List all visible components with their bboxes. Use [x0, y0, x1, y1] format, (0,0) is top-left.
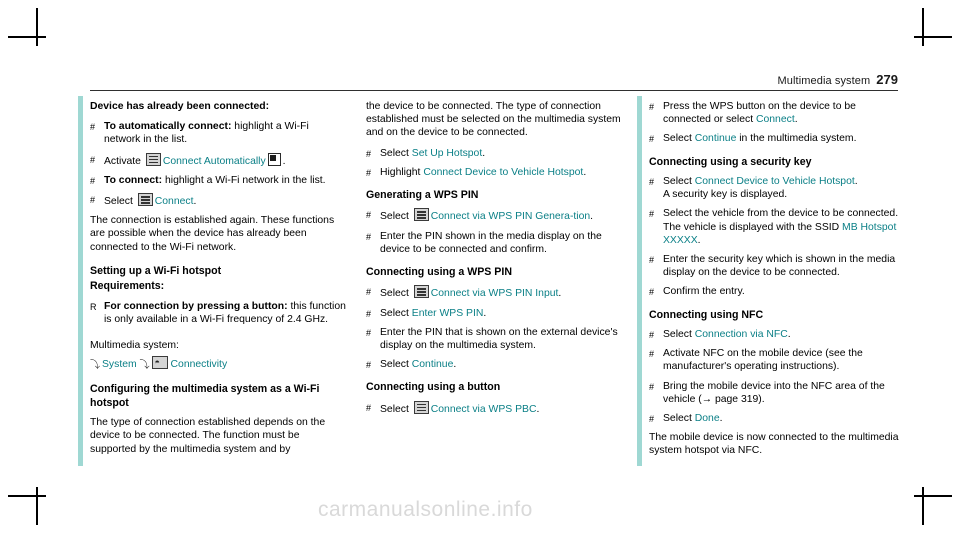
enter-arrow-icon: ⤵ [90, 360, 100, 372]
enter-arrow-icon: ⤵ [139, 360, 150, 372]
list-item-text: Select [380, 403, 412, 415]
list-item [649, 253, 905, 279]
list-item-text-post: . [558, 288, 562, 300]
crop-mark [8, 36, 46, 38]
requirement-text: this function is only available in a Wi-Fi frequency of 2.4 GHz. [104, 300, 346, 325]
hash-marker: # [366, 167, 372, 178]
menu-path-system: System [102, 359, 137, 371]
list-item [649, 380, 905, 406]
list-item-text-post: . [854, 176, 858, 188]
list-item [366, 285, 624, 300]
ui-option-link: MB Hotspot XXXXX [663, 221, 897, 246]
col2-paragraph-1: the device to be connected. The type of connection established must be selected on the multimedia system and on the device to be connected. [366, 101, 621, 139]
menu-label: Multimedia system: [90, 340, 179, 352]
col1-heading: Device has already been connected: [90, 101, 270, 112]
list-item-text: Select the vehicle from the device to be connected. The vehicle is displayed with the SSID [663, 208, 899, 233]
requirement-item [90, 300, 348, 326]
list-item [366, 166, 624, 179]
col2-heading-1: Generating a WPS PIN [366, 189, 479, 202]
list-item-text: Select [380, 147, 412, 159]
list-item [366, 358, 624, 371]
hash-marker: # [90, 195, 96, 206]
crop-mark [922, 487, 924, 525]
checkbox-icon [268, 153, 281, 166]
crop-mark [36, 8, 38, 46]
list-item-text: Activate [104, 155, 144, 167]
list-item-text-post: . [697, 234, 701, 246]
list-item-text: Select [380, 211, 412, 223]
hash-marker: # [649, 414, 655, 425]
crop-mark [922, 8, 924, 46]
list-item [366, 307, 624, 320]
col2-heading-2: Connecting using a WPS PIN [366, 266, 512, 279]
list-item-text: Select [663, 329, 695, 341]
list-item [90, 174, 348, 187]
list-item-text: Select [380, 288, 412, 300]
col2-heading-3: Connecting using a button [366, 381, 501, 394]
hash-marker: # [90, 154, 96, 165]
col1-heading-2: Setting up a Wi-Fi hotspot [90, 264, 222, 277]
list-item [366, 326, 624, 352]
list-item-text-post: . [787, 329, 791, 341]
list-item-bold: To automatically connect: [104, 121, 232, 133]
menu-icon [414, 208, 429, 221]
list-item-text: Enter the security key which is shown in the media display on the device to be connected. [663, 254, 896, 279]
header-divider [90, 90, 898, 91]
ui-option-link: Connection via NFC [694, 329, 788, 341]
ui-option-link: Done [694, 413, 720, 425]
hash-marker: # [649, 381, 655, 392]
list-item [649, 175, 905, 201]
requirement-bold: For connection by pressing a button: [104, 300, 288, 312]
list-item-bold: To connect: [104, 174, 163, 186]
ui-option-link: Connect via WPS PBC [430, 403, 537, 415]
hash-marker: # [366, 360, 372, 371]
ui-option-link: Connect [154, 196, 194, 208]
ui-option-link: Connect [756, 114, 795, 126]
hash-marker: # [366, 287, 372, 298]
hash-marker: # [366, 210, 372, 221]
hash-marker: # [649, 349, 655, 360]
list-item [366, 401, 624, 416]
hash-marker: # [649, 102, 655, 112]
list-item-extra: A security key is displayed. [663, 189, 788, 201]
list-item [90, 193, 348, 208]
hash-marker: # [649, 134, 655, 145]
menu-icon [146, 153, 161, 166]
connectivity-icon [152, 356, 168, 369]
ui-option-link: Connect Device to Vehicle Hotspot [694, 176, 855, 188]
ui-option-link: Connect via WPS PIN Input [430, 288, 559, 300]
list-item-text-post: . [536, 403, 540, 415]
bullet-marker: R [90, 301, 97, 312]
list-item-text: Press the WPS button on the device to be connected or select [663, 101, 856, 126]
list-item-text-post: in the multimedia system. [736, 133, 857, 145]
ui-option-link: Connect Automatically [162, 155, 266, 167]
list-item [649, 100, 905, 126]
menu-icon [138, 193, 153, 206]
header-title: Multimedia system [777, 75, 871, 87]
list-item-text-post: . [483, 307, 487, 319]
ui-option-link: Set Up Hotspot [411, 147, 483, 159]
menu-icon [414, 285, 429, 298]
crop-mark [36, 487, 38, 525]
crop-mark [8, 495, 46, 497]
col1-heading-3: Requirements: [90, 280, 165, 293]
column-two [366, 100, 624, 422]
list-item-text: Select [380, 307, 412, 319]
list-item-text: highlight a Wi-Fi network in the list. [162, 174, 326, 186]
list-item [90, 153, 348, 168]
list-item [90, 120, 348, 146]
crop-mark [914, 495, 952, 497]
hash-marker: # [366, 327, 372, 338]
hash-marker: # [90, 175, 96, 186]
column-one [90, 100, 348, 456]
hash-marker: # [366, 402, 372, 413]
list-item-text: Select [663, 176, 695, 188]
list-item [649, 132, 905, 145]
list-item-text-post: . [482, 147, 486, 159]
list-item [649, 285, 905, 298]
list-item-text-post: . [453, 359, 457, 371]
ui-option-link: Connect Device to Vehicle Hotspot [423, 166, 584, 178]
list-item [366, 147, 624, 160]
list-item [649, 412, 905, 425]
list-item-text: Bring the mobile device into the NFC area of the vehicle (→ page 319). [663, 380, 885, 405]
hash-marker: # [649, 209, 655, 220]
hash-marker: # [366, 231, 372, 242]
hash-marker: # [649, 255, 655, 266]
col1-paragraph-2: The type of connection established depends on the device to be connected. The function must be supported by the multimedia system and by [90, 417, 326, 455]
ui-option-link: Continue [694, 133, 737, 145]
list-item [649, 328, 905, 341]
menu-path-connectivity: Connectivity [170, 359, 228, 371]
column-accent-bar-right [637, 96, 642, 466]
hash-marker: # [649, 330, 655, 341]
hash-marker: # [649, 287, 655, 298]
list-item-text: Select [380, 359, 412, 371]
list-item-text-post: . [583, 166, 587, 178]
menu-icon [414, 401, 429, 414]
list-item [649, 347, 905, 373]
page-number: 279 [876, 72, 898, 87]
hash-marker: # [366, 308, 372, 319]
list-item-text: Highlight [380, 166, 424, 178]
watermark: carmanualsonline.info [318, 498, 533, 521]
list-item-text: Activate NFC on the mobile device (see the manufacturer's operating instructions). [663, 348, 863, 373]
col3-heading-1: Connecting using a security key [649, 155, 812, 168]
column-three [649, 100, 905, 458]
list-item-text: Enter the PIN that is shown on the external device's display on the multimedia system. [380, 326, 618, 352]
list-item-text-post: . [282, 155, 286, 167]
ui-option-link: Connect via WPS PIN Genera-tion [430, 211, 591, 223]
list-item-text: Select [663, 413, 695, 425]
column-accent-bar-left [78, 96, 83, 466]
list-item-text-post: . [193, 196, 197, 208]
list-item-text: Confirm the entry. [663, 286, 745, 298]
list-item-text: Enter the PIN shown in the media display on the device to be connected and confirm. [380, 230, 602, 255]
col1-heading-4: Configuring the multimedia system as a Wi-Fi hotspot [90, 383, 320, 409]
list-item-text: Select [104, 196, 136, 208]
ui-option-link: Enter WPS PIN [411, 307, 484, 319]
list-item-text: highlight a Wi-Fi network in the list. [104, 121, 309, 146]
col3-paragraph-end: The mobile device is now connected to the multimedia system hotspot via NFC. [649, 432, 899, 457]
col3-heading-2: Connecting using NFC [649, 308, 764, 321]
list-item-text-post: . [719, 413, 723, 425]
crop-mark [914, 36, 952, 38]
hash-marker: # [649, 177, 655, 188]
list-item-text-post: . [590, 211, 594, 223]
list-item-text: Select [663, 133, 695, 145]
list-item [366, 208, 624, 223]
list-item-text-post: . [794, 114, 798, 126]
hash-marker: # [90, 122, 96, 133]
ui-option-link: Continue [411, 359, 454, 371]
hash-marker: # [366, 148, 372, 159]
menu-path [90, 356, 348, 372]
col1-paragraph-1: The connection is established again. These functions are possible when the device has already been connected to the Wi-Fi network. [90, 215, 335, 253]
running-header [778, 72, 898, 87]
list-item [366, 230, 624, 256]
list-item [649, 207, 905, 247]
